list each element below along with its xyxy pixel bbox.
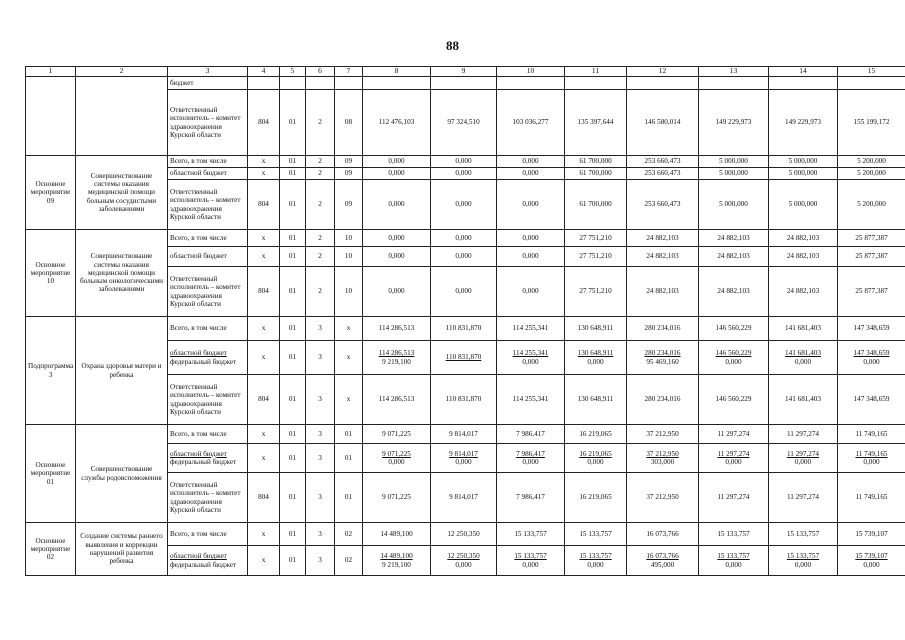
amount-cell	[565, 341, 627, 375]
code-cell: 804	[248, 375, 280, 425]
code-cell: 01	[280, 156, 306, 168]
amount-cell: 112 476,103	[363, 90, 431, 156]
amount-cell: 15 133,757	[699, 523, 769, 546]
amount-cell: 130 648,911	[565, 375, 627, 425]
amount-cell: 15 133,757	[565, 523, 627, 546]
amount-regional: 11 297,274	[786, 449, 820, 458]
code-cell: 804	[248, 473, 280, 523]
amount-federal: 0,000	[522, 458, 539, 466]
amount-cell: 9 814,017	[431, 473, 497, 523]
amount-cell: 24 882,103	[699, 247, 769, 267]
amount-regional: 16 073,766	[646, 552, 679, 561]
code-cell: 2	[306, 168, 335, 180]
code-cell: 3	[306, 523, 335, 546]
program-status-cell	[26, 77, 76, 156]
amount-cell	[769, 77, 838, 90]
amount-regional: 16 219,065	[579, 449, 612, 458]
code-cell: 01	[280, 523, 306, 546]
amount-federal: 0,000	[725, 560, 742, 569]
amount-cell: 25 877,387	[838, 247, 905, 267]
code-cell: x	[248, 168, 280, 180]
code-cell: x	[335, 341, 363, 375]
amount-cell: 11 297,274	[769, 473, 838, 523]
amount-federal: 0,000	[794, 458, 812, 466]
amount-cell: 14 489,100	[363, 523, 431, 546]
funding-source-cell: областной бюджет	[168, 168, 248, 180]
amount-cell	[431, 341, 497, 375]
code-cell: x	[248, 156, 280, 168]
amount-regional: 147 348,659	[853, 349, 890, 358]
program-status-cell: Подпрограмма 3	[26, 317, 76, 425]
code-cell: 09	[335, 156, 363, 168]
funding-source-cell: Ответственный исполнитель – комитет здравоохранения Курской области	[168, 473, 248, 523]
amount-cell	[497, 341, 565, 375]
amount-cell	[838, 444, 905, 473]
table-body	[26, 67, 905, 576]
amount-cell	[565, 77, 627, 90]
amount-cell: 0,000	[497, 168, 565, 180]
column-number-row	[26, 67, 905, 77]
amount-cell: 146 580,014	[627, 90, 699, 156]
table-row	[26, 77, 905, 90]
budget-table	[25, 66, 905, 576]
code-cell: x	[248, 523, 280, 546]
column-number: 11	[565, 67, 627, 77]
column-number: 15	[838, 67, 905, 77]
code-cell: 02	[335, 523, 363, 546]
program-name-cell: Совершенствование системы оказания медицинской помощи больным онкологическими заболеваниями	[76, 230, 168, 317]
column-number: 9	[431, 67, 497, 77]
table-row	[26, 523, 905, 546]
amount-regional: 110 831,870	[445, 353, 482, 362]
amount-federal: 95 469,160	[646, 357, 679, 366]
amount-cell: 37 212,950	[627, 425, 699, 444]
table-row	[26, 317, 905, 341]
amount-cell: 253 660,473	[627, 168, 699, 180]
code-cell: 2	[306, 156, 335, 168]
amount-cell: 155 199,172	[838, 90, 905, 156]
table-row	[26, 425, 905, 444]
amount-federal: 0,000	[863, 357, 880, 366]
amount-federal: 0,000	[725, 357, 742, 366]
amount-cell: 37 212,950	[627, 473, 699, 523]
amount-cell: 5 000,000	[699, 156, 769, 168]
amount-cell: 25 877,387	[838, 267, 905, 317]
funding-source-federal: федеральный бюджет	[170, 458, 237, 466]
amount-cell	[627, 77, 699, 90]
code-cell: 01	[280, 375, 306, 425]
code-cell: 2	[306, 247, 335, 267]
amount-cell: 5 000,000	[699, 168, 769, 180]
amount-cell: 0,000	[497, 267, 565, 317]
amount-federal: 0,000	[863, 560, 880, 569]
table-row	[26, 230, 905, 247]
code-cell: 804	[248, 90, 280, 156]
amount-cell: 114 255,341	[497, 375, 565, 425]
program-name-cell: Совершенствование системы оказания медицинской помощи больным сосудистыми заболеваниями	[76, 156, 168, 230]
code-cell: 01	[280, 267, 306, 317]
amount-cell: 0,000	[363, 168, 431, 180]
funding-source-regional: областной бюджет	[170, 552, 227, 561]
amount-regional: 15 739,107	[855, 552, 888, 561]
code-cell: 10	[335, 247, 363, 267]
amount-cell	[838, 341, 905, 375]
amount-cell: 147 348,659	[838, 317, 905, 341]
funding-source-cell: Всего, в том числе	[168, 317, 248, 341]
amount-cell	[497, 546, 565, 576]
code-cell: 01	[335, 444, 363, 473]
amount-cell	[769, 546, 838, 576]
amount-cell: 9 071,225	[363, 425, 431, 444]
column-number: 6	[306, 67, 335, 77]
amount-cell: 253 660,473	[627, 180, 699, 230]
funding-source-cell: Ответственный исполнитель – комитет здравоохранения Курской области	[168, 180, 248, 230]
amount-federal: 0,000	[725, 458, 742, 466]
amount-cell: 27 751,210	[565, 267, 627, 317]
code-cell: 01	[280, 341, 306, 375]
amount-cell: 61 700,000	[565, 168, 627, 180]
code-cell: 01	[280, 180, 306, 230]
funding-source-regional: областной бюджет	[170, 449, 227, 458]
amount-cell	[363, 444, 431, 473]
amount-cell: 0,000	[363, 180, 431, 230]
code-cell: 3	[306, 341, 335, 375]
amount-cell: 0,000	[497, 230, 565, 247]
code-cell: 10	[335, 267, 363, 317]
amount-cell: 149 229,973	[769, 90, 838, 156]
code-cell	[280, 77, 306, 90]
amount-cell	[699, 341, 769, 375]
amount-cell: 253 660,473	[627, 156, 699, 168]
amount-cell: 114 255,341	[497, 317, 565, 341]
funding-source-cell: областной бюджет	[168, 247, 248, 267]
code-cell: 3	[306, 444, 335, 473]
amount-cell: 103 036,277	[497, 90, 565, 156]
code-cell: x	[335, 317, 363, 341]
page-number: 88	[446, 38, 459, 53]
amount-cell	[769, 444, 838, 473]
program-status-cell: Основное мероприятие 01	[26, 425, 76, 523]
amount-cell	[363, 546, 431, 576]
amount-cell: 97 324,510	[431, 90, 497, 156]
amount-cell: 11 749,165	[838, 425, 905, 444]
amount-cell: 5 200,000	[838, 156, 905, 168]
code-cell: 2	[306, 90, 335, 156]
amount-cell: 280 234,016	[627, 317, 699, 341]
code-cell: 3	[306, 317, 335, 341]
amount-federal: 0,000	[388, 458, 405, 466]
amount-regional: 15 133,757	[579, 552, 612, 561]
amount-cell: 24 882,103	[769, 230, 838, 247]
program-status-cell: Основное мероприятие 09	[26, 156, 76, 230]
amount-regional: 9 071,225	[382, 449, 411, 458]
amount-cell: 9 814,017	[431, 425, 497, 444]
code-cell	[306, 77, 335, 90]
amount-cell	[431, 77, 497, 90]
amount-cell	[838, 77, 905, 90]
program-status-cell: Основное мероприятие 02	[26, 523, 76, 576]
code-cell: x	[248, 317, 280, 341]
amount-cell: 0,000	[363, 267, 431, 317]
amount-cell: 11 297,274	[769, 425, 838, 444]
amount-regional: 11 749,165	[855, 449, 888, 458]
amount-regional: 114 255,341	[512, 349, 549, 358]
amount-cell	[363, 341, 431, 375]
amount-regional: 130 648,911	[577, 349, 614, 358]
amount-cell	[363, 77, 431, 90]
code-cell: 09	[335, 168, 363, 180]
column-number: 7	[335, 67, 363, 77]
code-cell: 01	[280, 473, 306, 523]
amount-cell	[565, 444, 627, 473]
amount-cell: 0,000	[497, 180, 565, 230]
funding-source-cell: бюджет	[168, 77, 248, 90]
amount-cell	[627, 444, 699, 473]
amount-regional: 9 814,017	[449, 449, 478, 458]
amount-cell	[769, 341, 838, 375]
funding-source-cell: Ответственный исполнитель – комитет здравоохранения Курской области	[168, 90, 248, 156]
code-cell: 01	[280, 444, 306, 473]
amount-federal: 0,000	[455, 560, 472, 569]
code-cell: 3	[306, 473, 335, 523]
amount-cell: 12 250,350	[431, 523, 497, 546]
amount-cell: 280 234,016	[627, 375, 699, 425]
program-status-cell: Основное мероприятие 10	[26, 230, 76, 317]
amount-cell: 114 286,513	[363, 317, 431, 341]
amount-cell: 11 297,274	[699, 425, 769, 444]
amount-cell	[627, 341, 699, 375]
amount-regional: 114 286,513	[378, 349, 415, 358]
amount-cell: 147 348,659	[838, 375, 905, 425]
program-name-cell: Охрана здоровья матери и ребенка	[76, 317, 168, 425]
amount-regional: 11 297,274	[717, 449, 750, 458]
amount-cell: 5 200,000	[838, 168, 905, 180]
column-number: 14	[769, 67, 838, 77]
amount-cell	[497, 444, 565, 473]
amount-cell: 24 882,103	[627, 267, 699, 317]
funding-source-cell	[168, 341, 248, 375]
amount-federal: 9 219,100	[382, 357, 411, 366]
code-cell: 01	[280, 425, 306, 444]
code-cell: 01	[280, 168, 306, 180]
amount-federal: 0,000	[587, 560, 604, 569]
code-cell: 01	[280, 230, 306, 247]
amount-federal: 0,000	[587, 357, 604, 366]
amount-cell	[497, 77, 565, 90]
amount-cell: 0,000	[363, 230, 431, 247]
funding-source-cell: Всего, в том числе	[168, 425, 248, 444]
amount-regional: 12 250,350	[447, 552, 480, 561]
code-cell: x	[248, 247, 280, 267]
code-cell: 01	[280, 317, 306, 341]
amount-cell: 27 751,210	[565, 230, 627, 247]
amount-cell: 110 831,870	[431, 375, 497, 425]
amount-cell: 25 877,387	[838, 230, 905, 247]
amount-cell	[699, 546, 769, 576]
amount-cell: 24 882,103	[699, 267, 769, 317]
code-cell: x	[248, 230, 280, 247]
program-name-cell: Совершенствование службы родовспоможения	[76, 425, 168, 523]
amount-regional: 15 133,757	[514, 552, 547, 561]
amount-regional: 146 560,229	[715, 349, 752, 358]
amount-regional: 14 489,100	[380, 552, 413, 561]
amount-cell: 5 000,000	[769, 156, 838, 168]
amount-cell: 61 700,000	[565, 156, 627, 168]
amount-cell: 61 700,000	[565, 180, 627, 230]
code-cell: 01	[280, 90, 306, 156]
amount-cell	[699, 77, 769, 90]
amount-regional: 37 212,950	[646, 449, 679, 458]
funding-source-cell: Всего, в том числе	[168, 523, 248, 546]
amount-cell: 0,000	[363, 156, 431, 168]
code-cell: 2	[306, 267, 335, 317]
amount-cell: 5 000,000	[699, 180, 769, 230]
amount-regional: 141 681,403	[785, 349, 821, 358]
column-number: 2	[76, 67, 168, 77]
code-cell: x	[248, 444, 280, 473]
amount-cell: 5 200,000	[838, 180, 905, 230]
amount-cell: 0,000	[431, 230, 497, 247]
funding-source-cell: Всего, в том числе	[168, 156, 248, 168]
amount-federal: 495,000	[650, 560, 675, 569]
amount-cell: 0,000	[431, 180, 497, 230]
amount-cell: 141 681,403	[769, 375, 838, 425]
amount-federal: 0,000	[522, 560, 539, 569]
amount-cell: 0,000	[431, 247, 497, 267]
funding-source-cell	[168, 444, 248, 473]
code-cell: x	[248, 546, 280, 576]
program-name-cell	[76, 77, 168, 156]
funding-source-cell	[168, 546, 248, 576]
amount-federal: 303,000	[650, 458, 675, 466]
column-number: 1	[26, 67, 76, 77]
amount-federal: 0,000	[522, 357, 539, 366]
amount-cell: 0,000	[431, 156, 497, 168]
code-cell: 01	[280, 546, 306, 576]
amount-cell	[699, 444, 769, 473]
amount-cell	[565, 546, 627, 576]
amount-federal: 0,000	[794, 560, 812, 569]
code-cell: x	[248, 425, 280, 444]
amount-cell: 146 560,229	[699, 317, 769, 341]
funding-source-federal: федеральный бюджет	[170, 357, 237, 366]
column-number: 4	[248, 67, 280, 77]
amount-cell: 5 000,000	[769, 180, 838, 230]
amount-cell: 24 882,103	[627, 247, 699, 267]
amount-cell: 11 749,165	[838, 473, 905, 523]
amount-cell: 24 882,103	[627, 230, 699, 247]
amount-regional: 15 133,757	[786, 552, 820, 561]
code-cell: 2	[306, 180, 335, 230]
amount-federal: 9 219,100	[382, 560, 411, 569]
amount-cell: 24 882,103	[769, 267, 838, 317]
code-cell: 804	[248, 267, 280, 317]
column-number: 12	[627, 67, 699, 77]
amount-cell: 16 219,065	[565, 425, 627, 444]
column-number: 8	[363, 67, 431, 77]
code-cell: 01	[335, 425, 363, 444]
code-cell	[335, 77, 363, 90]
amount-cell: 9 071,225	[363, 473, 431, 523]
code-cell: 08	[335, 90, 363, 156]
amount-federal: 0,000	[587, 458, 604, 466]
amount-regional: 15 133,757	[717, 552, 750, 561]
funding-source-cell: Ответственный исполнитель – комитет здравоохранения Курской области	[168, 267, 248, 317]
amount-cell: 11 297,274	[699, 473, 769, 523]
column-number: 10	[497, 67, 565, 77]
amount-cell: 16 073,766	[627, 523, 699, 546]
amount-cell: 7 986,417	[497, 425, 565, 444]
funding-source-regional: областной бюджет	[170, 349, 227, 358]
amount-cell: 146 560,229	[699, 375, 769, 425]
amount-cell: 15 739,107	[838, 523, 905, 546]
code-cell: 10	[335, 230, 363, 247]
amount-cell: 0,000	[497, 156, 565, 168]
code-cell: 3	[306, 375, 335, 425]
code-cell: 01	[335, 473, 363, 523]
code-cell: 02	[335, 546, 363, 576]
amount-cell: 24 882,103	[699, 230, 769, 247]
amount-cell: 141 681,403	[769, 317, 838, 341]
amount-cell: 0,000	[431, 168, 497, 180]
amount-cell	[838, 546, 905, 576]
amount-cell: 114 286,513	[363, 375, 431, 425]
amount-cell: 16 219,065	[565, 473, 627, 523]
amount-federal: 0,000	[455, 458, 472, 466]
code-cell: 3	[306, 425, 335, 444]
code-cell	[248, 77, 280, 90]
amount-cell: 110 831,870	[431, 317, 497, 341]
amount-regional: 280 234,016	[644, 349, 681, 358]
amount-cell: 5 000,000	[769, 168, 838, 180]
amount-regional: 7 986,417	[516, 449, 545, 458]
amount-cell: 135 397,644	[565, 90, 627, 156]
amount-federal: 0,000	[794, 357, 812, 366]
amount-cell: 27 751,210	[565, 247, 627, 267]
amount-cell	[431, 444, 497, 473]
code-cell: x	[335, 375, 363, 425]
code-cell: 09	[335, 180, 363, 230]
amount-cell: 15 133,757	[769, 523, 838, 546]
amount-cell: 0,000	[363, 247, 431, 267]
funding-source-cell: Всего, в том числе	[168, 230, 248, 247]
amount-cell: 0,000	[431, 267, 497, 317]
code-cell: 3	[306, 546, 335, 576]
code-cell: 804	[248, 180, 280, 230]
amount-cell	[431, 546, 497, 576]
amount-cell: 130 648,911	[565, 317, 627, 341]
funding-source-federal: федеральный бюджет	[170, 560, 237, 569]
code-cell: 2	[306, 230, 335, 247]
column-number: 5	[280, 67, 306, 77]
amount-federal: 0,000	[863, 458, 880, 466]
funding-source-cell: Ответственный исполнитель – комитет здравоохранения Курской области	[168, 375, 248, 425]
amount-cell: 24 882,103	[769, 247, 838, 267]
code-cell: x	[248, 341, 280, 375]
column-number: 13	[699, 67, 769, 77]
program-name-cell: Создание системы раннего выявления и коррекции нарушений развития ребенка	[76, 523, 168, 576]
amount-cell: 15 133,757	[497, 523, 565, 546]
table-row	[26, 156, 905, 168]
amount-cell: 7 986,417	[497, 473, 565, 523]
code-cell: 01	[280, 247, 306, 267]
amount-cell	[627, 546, 699, 576]
column-number: 3	[168, 67, 248, 77]
amount-cell: 149 229,973	[699, 90, 769, 156]
amount-cell: 0,000	[497, 247, 565, 267]
